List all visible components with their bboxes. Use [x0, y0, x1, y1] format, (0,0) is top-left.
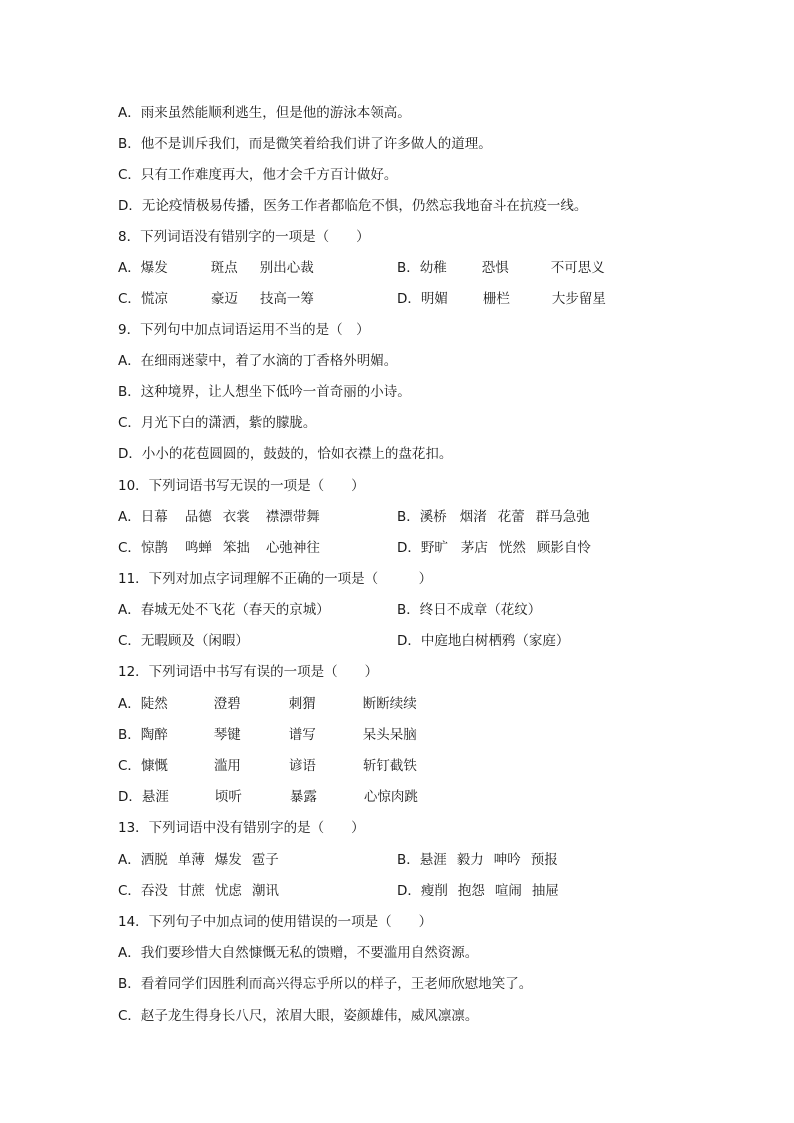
- word: 忧虑: [214, 883, 242, 899]
- word: 不可思义: [550, 260, 605, 276]
- word: 悬涯: [419, 852, 447, 868]
- word: 明媚: [420, 291, 448, 307]
- q13-option-a: [118, 850, 279, 870]
- q12-option-b: [118, 725, 417, 745]
- word: 溪桥: [419, 509, 447, 525]
- option-label: D．: [118, 789, 142, 805]
- word: 技高一筹: [259, 291, 314, 307]
- option-label: A．: [118, 852, 141, 868]
- q10-stem: 10．下列词语书写无误的一项是（ ）: [118, 478, 365, 494]
- option-label: C．: [118, 540, 141, 556]
- word: 暴露: [289, 789, 317, 805]
- option-label: D．: [397, 883, 421, 899]
- word: 笨拙: [222, 540, 250, 556]
- word: 恐惧: [481, 260, 509, 276]
- word: 别出心裁: [259, 260, 314, 276]
- word: 顾影自怜: [536, 540, 591, 556]
- word: 栅栏: [482, 291, 510, 307]
- q9-option-d: D．小小的花苞圆圆的，鼓鼓的，恰如衣襟上的盘花扣。: [118, 446, 453, 462]
- q9-option-b: B．这种境界，让人想坐下低吟一首奇丽的小诗。: [118, 384, 411, 400]
- word: 毅力: [456, 852, 484, 868]
- word: 甘蔗: [177, 883, 205, 899]
- word: 斑点: [210, 260, 238, 276]
- word: 刺猬: [288, 696, 316, 712]
- option-label: B．: [397, 509, 420, 525]
- word: 鸣蝉: [184, 540, 212, 556]
- q9-option-c: C．月光下白的潇洒，紫的朦胧。: [118, 415, 317, 431]
- word: 抽屉: [531, 883, 559, 899]
- word: 慌凉: [140, 291, 168, 307]
- option-label: A．: [118, 509, 141, 525]
- word: 心弛神往: [265, 540, 320, 556]
- word: 吞没: [140, 883, 168, 899]
- q12-option-d: [118, 787, 418, 807]
- word: 斩钉截铁: [362, 758, 417, 774]
- q14-stem: 14．下列句子中加点词的使用错误的一项是（ ）: [118, 914, 433, 930]
- word: 爆发: [214, 852, 242, 868]
- option-label: B．: [397, 260, 420, 276]
- q7-option-d: D．无论疫情极易传播，医务工作者都临危不惧，仍然忘我地奋斗在抗疫一线。: [118, 198, 588, 214]
- q10-option-c: [118, 538, 320, 558]
- q11-stem: 11．下列对加点字词理解不正确的一项是（ ）: [118, 571, 433, 587]
- q7-option-c: C．只有工作难度再大，他才会千方百计做好。: [118, 167, 398, 183]
- word: 抱怨: [457, 883, 485, 899]
- q9-option-a: A．在细雨迷蒙中，着了水滴的丁香格外明媚。: [118, 353, 398, 369]
- word: 品德: [184, 509, 212, 525]
- word: 呆头呆脑: [362, 727, 417, 743]
- option-label: A．: [118, 696, 141, 712]
- word: 烟渚: [459, 509, 487, 525]
- word: 襟漂带舞: [265, 509, 320, 525]
- q11-option-b: B．终日不成章（花纹）: [397, 602, 542, 618]
- word: 琴键: [213, 727, 241, 743]
- q12-option-c: [118, 756, 417, 776]
- word: 花蕾: [497, 509, 525, 525]
- word: 谱写: [288, 727, 316, 743]
- word: 悬涯: [141, 789, 169, 805]
- q7-option-a: A．雨来虽然能顺利逃生，但是他的游泳本领高。: [118, 105, 411, 121]
- q10-option-d: [397, 538, 591, 558]
- word: 惊鹊: [140, 540, 168, 556]
- word: 谚语: [288, 758, 316, 774]
- q14-option-c: C．赵子龙生得身长八尺，浓眉大眼，姿颜雄伟，威风凛凛。: [118, 1008, 479, 1024]
- word: 潮讯: [251, 883, 279, 899]
- word: 呻吟: [493, 852, 521, 868]
- q8-option-c: [118, 289, 314, 309]
- q11-option-a: A．春城无处不飞花（春天的京城）: [118, 602, 330, 618]
- word: 心惊肉跳: [363, 789, 418, 805]
- q13-stem: 13．下列词语中没有错别字的是（ ）: [118, 820, 365, 836]
- word: 预报: [530, 852, 558, 868]
- option-label: A．: [118, 260, 141, 276]
- option-label: C．: [118, 758, 141, 774]
- word: 茅店: [460, 540, 488, 556]
- q14-option-a: A．我们要珍惜大自然慷慨无私的馈赠，不要滥用自然资源。: [118, 945, 479, 961]
- option-label: B．: [397, 852, 420, 868]
- word: 衣裳: [222, 509, 250, 525]
- word: 慷慨: [140, 758, 168, 774]
- option-label: C．: [118, 883, 141, 899]
- q13-option-b: [397, 850, 558, 870]
- q10-option-b: [397, 507, 590, 527]
- q8-option-d: [397, 289, 606, 309]
- word: 陶醉: [140, 727, 168, 743]
- q12-stem: 12．下列词语中书写有误的一项是（ ）: [118, 664, 379, 680]
- word: 瘦削: [420, 883, 448, 899]
- q10-option-a: [118, 507, 320, 527]
- q9-stem: 9．下列句中加点词语运用不当的是（ ）: [118, 322, 370, 338]
- word: 洒脱: [140, 852, 168, 868]
- q12-option-a: [118, 694, 417, 714]
- word: 喧闹: [494, 883, 522, 899]
- word: 澄碧: [213, 696, 241, 712]
- q8-option-b: [397, 258, 605, 278]
- q11-option-d: D．中庭地白树栖鸦（家庭）: [397, 633, 570, 649]
- word: 陡然: [140, 696, 168, 712]
- option-label: D．: [397, 291, 421, 307]
- word: 雹子: [251, 852, 279, 868]
- word: 顷听: [214, 789, 242, 805]
- word: 恍然: [498, 540, 526, 556]
- word: 滥用: [213, 758, 241, 774]
- word: 幼稚: [419, 260, 447, 276]
- q13-option-c: [118, 881, 279, 901]
- q7-option-b: B．他不是训斥我们，而是微笑着给我们讲了许多做人的道理。: [118, 136, 492, 152]
- option-label: B．: [118, 727, 141, 743]
- word: 日幕: [140, 509, 168, 525]
- q11-option-c: C．无暇顾及（闲暇）: [118, 633, 249, 649]
- option-label: C．: [118, 291, 141, 307]
- q13-option-d: [397, 881, 559, 901]
- word: 豪迈: [210, 291, 238, 307]
- word: 爆发: [140, 260, 168, 276]
- word: 群马急弛: [535, 509, 590, 525]
- word: 断断续续: [362, 696, 417, 712]
- word: 野旷: [420, 540, 448, 556]
- option-label: D．: [397, 540, 421, 556]
- word: 单薄: [177, 852, 205, 868]
- q8-stem: 8．下列词语没有错别字的一项是（ ）: [118, 229, 370, 245]
- word: 大步留星: [551, 291, 606, 307]
- q8-option-a: [118, 258, 314, 278]
- q14-option-b: B．看着同学们因胜利而高兴得忘乎所以的样子，王老师欣慰地笑了。: [118, 976, 533, 992]
